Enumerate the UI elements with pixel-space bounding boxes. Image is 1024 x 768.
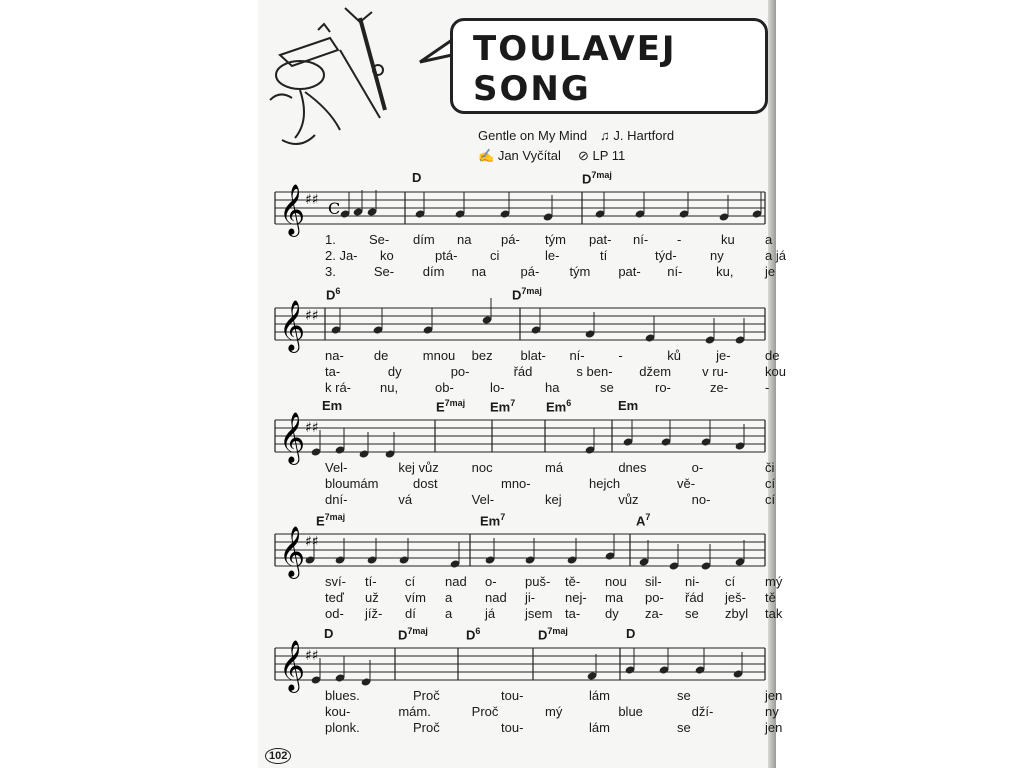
lyric-syllable: hejch — [589, 476, 621, 491]
lyric-syllable: tí- — [365, 574, 377, 589]
lyric-syllable: ci — [490, 248, 500, 263]
lyric-syllable: tým — [545, 232, 566, 247]
lyric-syllable: tě — [765, 590, 776, 605]
chord-symbol — [326, 286, 340, 302]
lyric-syllable: lám — [589, 688, 610, 703]
lyric-syllable: o- — [485, 574, 497, 589]
lyric-syllable: pá- — [520, 264, 540, 279]
lyric-syllable: týd- — [655, 248, 677, 263]
lyric-syllable: řád — [685, 590, 704, 605]
treble-clef-icon: 𝄞 — [279, 300, 306, 351]
lyric-syllable: nu, — [380, 380, 399, 395]
chord-symbol — [512, 286, 542, 302]
lyric-syllable: nad — [485, 590, 507, 605]
lyric-syllable: tak — [765, 606, 783, 621]
lyric-syllable: jen — [765, 688, 783, 703]
chord-extension: 7maj — [591, 170, 612, 180]
lyric-syllable: ků — [667, 348, 681, 363]
lyric-syllable: a já — [765, 248, 786, 263]
lyric-syllable: sví- — [325, 574, 346, 589]
lyric-syllable: mno- — [501, 476, 531, 491]
lyric-syllable: tě- — [565, 574, 581, 589]
lyric-syllable: v ru- — [702, 364, 729, 379]
credit-composer: ♫ J. Hartford — [600, 128, 675, 143]
chord-extension: 7 — [500, 512, 506, 522]
lyric-syllable: pá- — [501, 232, 520, 247]
lyric-syllable: 1. — [325, 232, 336, 247]
lyric-syllable: 3. — [325, 264, 336, 279]
chord-extension: 7maj — [407, 626, 428, 636]
lyric-syllable: vá — [398, 492, 413, 507]
lyric-syllable: ní- — [667, 264, 683, 279]
chord-symbol — [436, 398, 465, 414]
lyric-syllable: a — [765, 232, 773, 247]
chord-root: A — [636, 513, 646, 529]
chord-symbol — [480, 512, 505, 528]
lyric-syllable: ku — [721, 232, 735, 247]
lyric-syllable: kej vůz — [398, 460, 439, 475]
chord-extension: 7 — [510, 398, 516, 408]
lyric-syllable: - — [765, 380, 770, 395]
lyric-syllable: Se- — [373, 264, 395, 279]
chord-symbol — [546, 398, 571, 414]
lyric-syllable: puš- — [525, 574, 551, 589]
lyric-syllable: s ben- — [576, 364, 613, 379]
record-icon: ⊘ — [578, 148, 593, 163]
lyric-syllable: pat- — [589, 232, 612, 247]
lyric-syllable: má — [545, 460, 564, 475]
lyric-syllable: kou- — [325, 704, 351, 719]
lyric-syllable: ha — [545, 380, 560, 395]
treble-clef-icon: 𝄞 — [279, 526, 306, 577]
lyric-syllable: noc — [471, 460, 493, 475]
lyric-syllable: blues. — [325, 688, 360, 703]
chord-root: Em — [480, 513, 501, 529]
lyric-syllable: plonk. — [325, 720, 360, 735]
key-signature-icon: ♯♯ — [305, 192, 319, 208]
lyric-syllable: de — [765, 348, 780, 363]
lyric-syllable: dí — [405, 606, 416, 621]
lyric-syllable: de — [373, 348, 389, 363]
lyric-syllable: na- — [325, 348, 344, 363]
lyric-syllable: zbyl — [725, 606, 749, 621]
title-line-2: SONG — [473, 69, 591, 109]
lyric-syllable: vě- — [677, 476, 696, 491]
lyric-syllable: kej — [545, 492, 562, 507]
lyric-syllable: ny — [765, 704, 779, 719]
treble-clef-icon: 𝄞 — [279, 412, 306, 463]
key-signature-icon: ♯♯ — [305, 648, 319, 664]
chord-root: D — [324, 626, 334, 641]
chord-extension: 7maj — [521, 286, 542, 296]
lyric-syllable: ma — [605, 590, 624, 605]
chord-root: Em — [322, 398, 343, 413]
lyric-syllable: Proč — [413, 688, 440, 703]
lyric-syllable: blue — [618, 704, 643, 719]
lyric-syllable: - — [618, 348, 623, 363]
key-signature-icon: ♯♯ — [305, 308, 319, 324]
lyric-syllable: tí — [600, 248, 608, 263]
key-signature-icon: ♯♯ — [305, 420, 319, 436]
lyric-syllable: po- — [450, 364, 470, 379]
lyric-syllable: cí — [765, 492, 776, 507]
chord-root: D — [512, 287, 522, 303]
lyric-syllable: bloumám — [325, 476, 379, 491]
lyric-syllable: lám — [589, 720, 610, 735]
chord-root: Em — [618, 398, 639, 413]
lyric-syllable: dy — [387, 364, 402, 379]
chord-root: D — [412, 170, 422, 185]
lyric-syllable: mnou — [422, 348, 456, 363]
page-number: 102 — [265, 748, 291, 764]
lyric-syllable: Vel- — [325, 460, 348, 475]
credit-original: Gentle on My Mind — [478, 128, 588, 143]
chord-symbol — [582, 170, 612, 186]
lyric-syllable: ta- — [325, 364, 341, 379]
chord-extension: 6 — [566, 398, 572, 408]
lyricist-icon: ✍ — [478, 148, 498, 163]
lyric-syllable: - — [677, 232, 682, 247]
lyric-syllable: ta- — [565, 606, 581, 621]
chord-symbol — [316, 512, 345, 528]
lyric-syllable: sil- — [645, 574, 662, 589]
chord-extension: 7maj — [444, 398, 466, 408]
chord-symbol — [322, 398, 342, 413]
lyric-syllable: cí — [765, 476, 776, 491]
lyric-syllable: vůz — [618, 492, 639, 507]
chord-root: D — [538, 627, 548, 643]
title-line-1: TOULAVEJ — [473, 29, 677, 69]
lyric-syllable: ní- — [633, 232, 649, 247]
lyric-syllable: se — [685, 606, 699, 621]
credit-lyricist: ✍ Jan Vyčítal — [478, 148, 561, 163]
lyric-syllable: mý — [545, 704, 563, 719]
lyric-syllable: ji- — [525, 590, 536, 605]
lyric-syllable: dy — [605, 606, 619, 621]
lyric-syllable: lo- — [490, 380, 505, 395]
lyric-syllable: pat- — [618, 264, 641, 279]
lyric-syllable: ko — [380, 248, 394, 263]
lyric-syllable: tým — [569, 264, 591, 279]
chord-extension: 6 — [335, 286, 341, 296]
lyric-syllable: jíž- — [365, 606, 383, 621]
treble-clef-icon: 𝄞 — [279, 640, 306, 691]
chord-symbol — [324, 626, 333, 641]
lyric-syllable: ptá- — [435, 248, 458, 263]
lyric-syllable: Se- — [369, 232, 390, 247]
lyric-syllable: o- — [691, 460, 704, 475]
key-signature-icon: ♯♯ — [305, 534, 319, 550]
lyric-syllable: ješ- — [725, 590, 746, 605]
lyric-syllable: tou- — [501, 688, 524, 703]
chord-extension: 6 — [475, 626, 481, 636]
lyric-syllable: dnes — [618, 460, 647, 475]
lyric-syllable: ni- — [685, 574, 700, 589]
lyric-syllable: dím — [422, 264, 445, 279]
lyric-syllable: nou — [605, 574, 627, 589]
lyric-syllable: 2. Ja- — [325, 248, 358, 263]
lyric-syllable: cí — [725, 574, 736, 589]
chord-extension: 7 — [645, 512, 651, 522]
chord-symbol — [618, 398, 638, 413]
lyric-syllable: tou- — [501, 720, 524, 735]
lyric-syllable: kou — [765, 364, 786, 379]
lyric-syllable: ny — [710, 248, 724, 263]
lyric-syllable: džem — [639, 364, 672, 379]
lyric-syllable: je- — [716, 348, 731, 363]
lyric-syllable: blat- — [520, 348, 546, 363]
lyric-syllable: za- — [645, 606, 664, 621]
lyric-syllable: už — [365, 590, 379, 605]
lyric-syllable: Proč — [471, 704, 499, 719]
lyric-syllable: Proč — [413, 720, 440, 735]
credit-record: ⊘ LP 11 — [578, 148, 626, 163]
lyric-syllable: le- — [545, 248, 560, 263]
lyric-syllable: a — [445, 606, 453, 621]
chord-root: D — [398, 627, 408, 643]
lyric-syllable: mý — [765, 574, 783, 589]
chord-extension: 7maj — [547, 626, 568, 636]
treble-clef-icon: 𝄞 — [279, 184, 306, 235]
lyric-syllable: jsem — [525, 606, 553, 621]
lyric-syllable: dží- — [691, 704, 714, 719]
chord-root: E — [316, 513, 325, 529]
lyric-syllable: na — [457, 232, 472, 247]
lyric-syllable: ze- — [710, 380, 729, 395]
time-signature-icon: C — [328, 199, 341, 218]
lyric-syllable: řád — [513, 364, 533, 379]
lyric-syllable: na — [471, 264, 487, 279]
lyric-syllable: bez — [471, 348, 493, 363]
chord-root: D — [626, 626, 636, 641]
lyric-syllable: ro- — [655, 380, 671, 395]
composer-icon: ♫ — [600, 128, 614, 143]
chord-symbol — [490, 398, 515, 414]
lyric-syllable: nej- — [565, 590, 587, 605]
chord-symbol — [626, 626, 635, 641]
lyric-syllable: ní- — [569, 348, 585, 363]
lyric-syllable: od- — [325, 606, 344, 621]
chord-root: D — [582, 171, 592, 187]
lyric-syllable: vím — [405, 590, 426, 605]
chord-symbol — [538, 626, 568, 642]
lyric-syllable: dím — [413, 232, 435, 247]
chord-root: Em — [490, 399, 511, 415]
lyric-syllable: k rá- — [325, 380, 351, 395]
chord-symbol — [466, 626, 480, 642]
lyric-syllable: teď — [325, 590, 344, 605]
lyric-syllable: se — [677, 720, 691, 735]
lyric-syllable: jen — [765, 720, 783, 735]
lyric-syllable: a — [445, 590, 453, 605]
lyric-syllable: cí — [405, 574, 416, 589]
chord-symbol — [412, 170, 421, 185]
lyric-syllable: mám. — [398, 704, 431, 719]
chord-root: E — [436, 399, 445, 415]
lyric-syllable: po- — [645, 590, 664, 605]
chord-extension: 7maj — [324, 512, 346, 522]
lyric-syllable: ku, — [716, 264, 734, 279]
lyric-syllable: dost — [413, 476, 438, 491]
lyric-syllable: Vel- — [471, 492, 495, 507]
chord-root: Em — [546, 399, 567, 415]
lyric-syllable: je — [765, 264, 776, 279]
lyric-syllable: se — [677, 688, 691, 703]
lyric-syllable: já — [485, 606, 496, 621]
lyric-syllable: dní- — [325, 492, 348, 507]
chord-root: D — [466, 627, 476, 643]
lyric-syllable: ob- — [435, 380, 454, 395]
chord-symbol — [398, 626, 428, 642]
lyric-syllable: nad — [445, 574, 467, 589]
lyric-syllable: no- — [691, 492, 711, 507]
chord-root: D — [326, 287, 336, 303]
lyric-syllable: se — [600, 380, 614, 395]
lyric-syllable: či — [765, 460, 775, 475]
chord-symbol — [636, 512, 650, 528]
